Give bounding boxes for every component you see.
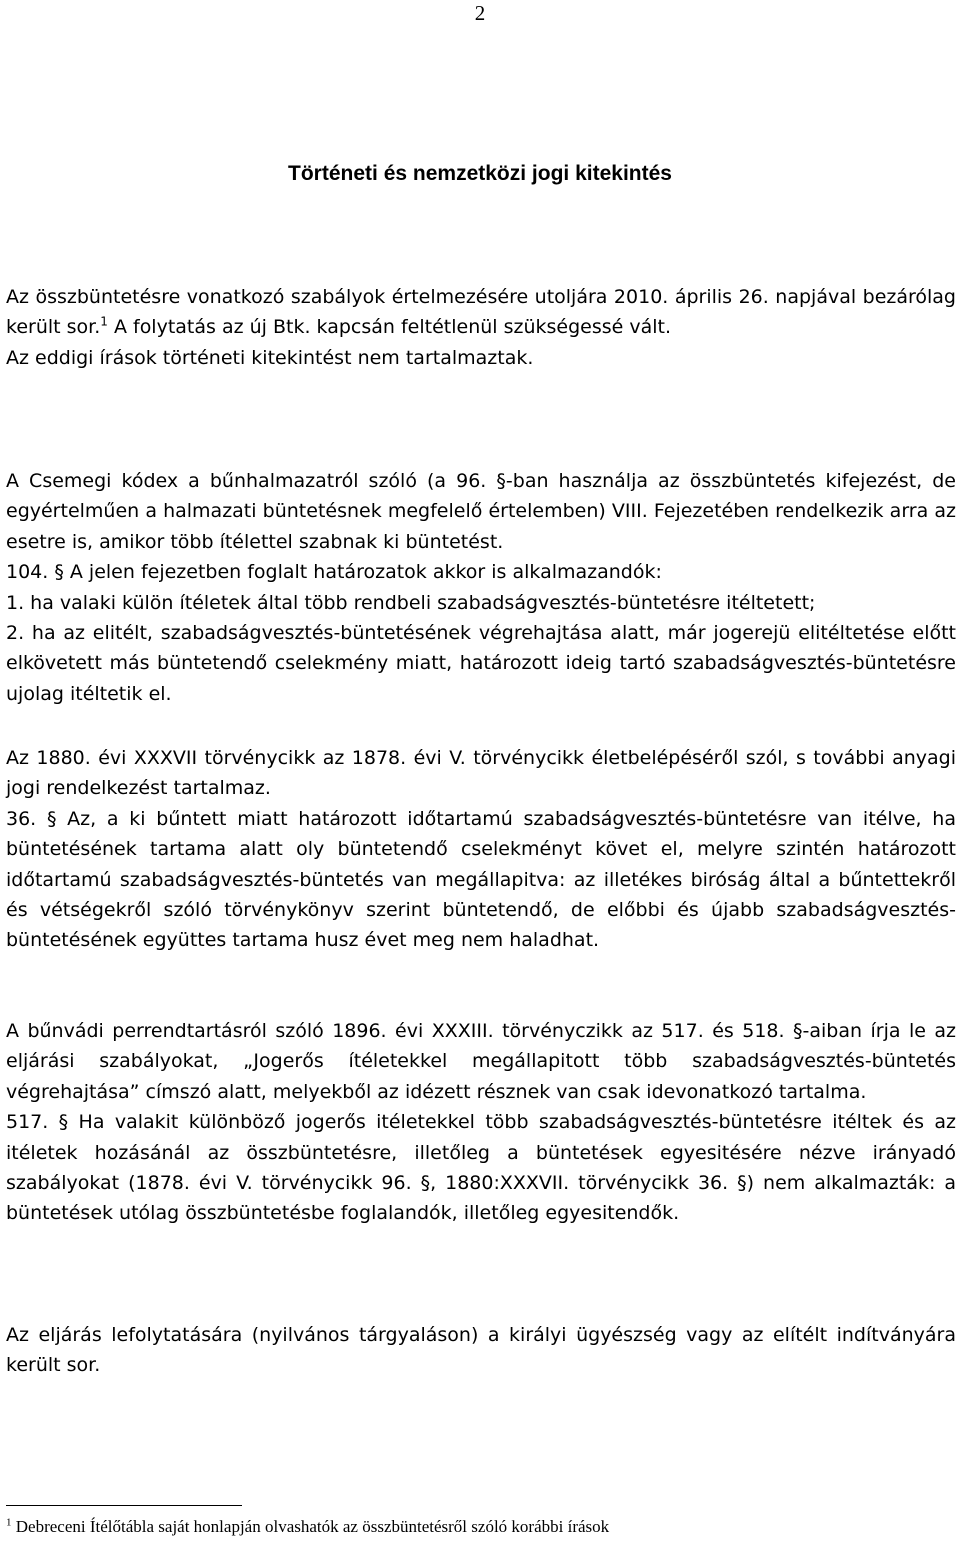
closing-paragraph: Az eljárás lefolytatására (nyilvános tárgyaláson) a királyi ügyészség vagy az elítélt indítványára került sor.: [6, 1324, 956, 1377]
csemegi-paragraph-4: 2. ha az elitélt, szabadságvesztés-büntetésének végrehajtása alatt, már jogerejü elitéltetése előtt elkövetett más büntetendő cselekmény miatt, határozott ideig tartó szabadságvesztés-büntetésre ujolag itéltetik el.: [6, 622, 956, 705]
page-number: 2: [474, 1, 486, 25]
intro-text-a: Az összbüntetésre vonatkozó szabályok értelmezésére utoljára 2010. április 26. napjával bezárólag került sor.: [6, 286, 956, 339]
procedure-paragraph-1: A bűnvádi perrendtartásról szóló 1896. évi XXXIII. törvényczikk az 517. és 518. §-aiban írja le az eljárási szabályokat, „Jogerős ítéletekkel megállapitott több szabadságvesztés-büntetés végrehajtása” címszó alatt, melyekből az idézett résznek van csak idevonatkozó tartalma.: [6, 1020, 956, 1103]
procedure-paragraph-2: 517. § Ha valakit különböző jogerős itéletekkel több szabadságvesztés-büntetésre itéltek és az itéletek hozásánál az összbüntetésre, illetőleg a büntetések egyesitésére nézve irányadó szabályokat (1878. évi V. törvénycikk 96. §, 1880:XXXVII. törvénycikk 36. §) nem alkalmazták: a büntetések utólag összbüntetésbe foglalandók, illetőleg egyesitendők.: [6, 1111, 956, 1225]
csemegi-paragraph-1: A Csemegi kódex a bűnhalmazatról szóló (a 96. §-ban használja az összbüntetés kifejezést, de egyértelműen a halmazati büntetésnek megfelelő értelemben) VIII. Fejezetében rendelkezik arra az esetre is, amikor több ítélettel szabnak ki büntetést.: [6, 470, 956, 553]
law-1880-paragraph-2: 36. § Az, a ki bűntett miatt határozott időtartamú szabadságvesztés-büntetésre van itélve, ha büntetésének tartama alatt oly büntetendő cselekményt követ el, melyre szintén határozott időtartamú szabadságvesztés-büntetés van megállapitva: az illetékes biróság által a bűntettekről és vétségekről szóló törvénykönyv szerint büntetendő, de előbbi és újabb szabadságvesztés-büntetésének együttes tartama husz évet meg nem haladhat.: [6, 807, 956, 952]
intro-paragraph-2: Az eddigi írások történeti kitekintést nem tartalmaztak.: [6, 346, 534, 369]
footnote-divider: [6, 1505, 242, 1506]
law-1880-section: [6, 743, 956, 956]
footnote-mark: 1: [6, 1516, 12, 1529]
footnote: [6, 1516, 956, 1538]
intro-paragraph: [6, 282, 956, 343]
intro-section: [6, 282, 956, 373]
closing-section: [6, 1320, 956, 1381]
intro-text-b: A folytatás az új Btk. kapcsán feltétlenül szükségessé vált.: [107, 316, 672, 339]
document-title: Történeti és nemzetközi jogi kitekintés: [288, 162, 672, 185]
procedure-section: [6, 1016, 956, 1229]
footnote-reference[interactable]: 1: [100, 315, 108, 330]
footnote-text: Debreceni Ítélőtábla saját honlapján olvashatók az összbüntetésről szóló korábbi írások: [11, 1517, 610, 1536]
law-1880-paragraph-1: Az 1880. évi XXXVII törvénycikk az 1878. évi V. törvénycikk életbelépéséről szól, s további anyagi jogi rendelkezést tartalmaz.: [6, 747, 956, 800]
csemegi-paragraph-3: 1. ha valaki külön ítéletek által több rendbeli szabadságvesztés-büntetésre itéltetett;: [6, 591, 816, 614]
csemegi-paragraph-2: 104. § A jelen fejezetben foglalt határozatok akkor is alkalmazandók:: [6, 561, 662, 584]
csemegi-section: [6, 466, 956, 709]
